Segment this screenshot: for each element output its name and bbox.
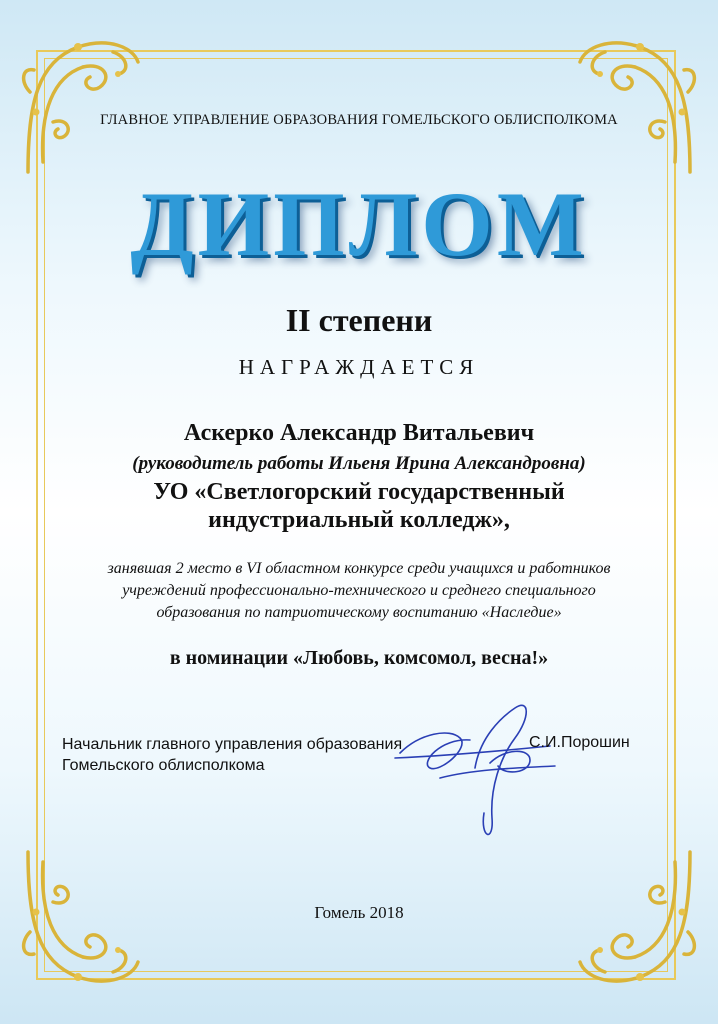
- signatory-position-line-1: Начальник главного управления образования: [62, 736, 403, 753]
- corner-ornament-top-left: [18, 32, 148, 182]
- supervisor-line: (руководитель работы Ильеня Ирина Александровна): [132, 453, 586, 474]
- description-line: занявшая 2 место в VI областном конкурсе среди учащихся и работников: [107, 560, 611, 577]
- signatory-name: С.И.Порошин: [529, 734, 630, 751]
- organization-heading: ГЛАВНОЕ УПРАВЛЕНИЕ ОБРАЗОВАНИЯ ГОМЕЛЬСКОГО ОБЛИСПОЛКОМА: [100, 112, 618, 128]
- description-line: учреждений профессионально-технического и среднего специального: [122, 582, 596, 599]
- awarded-label: НАГРАЖДАЕТСЯ: [238, 355, 480, 379]
- corner-ornament-top-right: [570, 32, 700, 182]
- diploma-title: ДИПЛОМ: [130, 173, 588, 275]
- achievement-description: [0, 558, 718, 624]
- place-and-year: Гомель 2018: [314, 903, 404, 922]
- diploma-degree: II степени: [285, 302, 433, 338]
- signatory-position-line-2: Гомельского облисполкома: [62, 757, 265, 774]
- description-line: образования по патриотическому воспитанию «Наследие»: [156, 604, 562, 621]
- signatory-position: [62, 734, 402, 776]
- nomination-line: в номинации «Любовь, комсомол, весна!»: [169, 647, 549, 669]
- handwritten-signature: [380, 678, 580, 848]
- institution-line-2: индустриальный колледж»,: [208, 507, 510, 533]
- recipient-name: Аскерко Александр Витальевич: [183, 420, 535, 446]
- institution-line-1: УО «Светлогорский государственный: [153, 479, 565, 505]
